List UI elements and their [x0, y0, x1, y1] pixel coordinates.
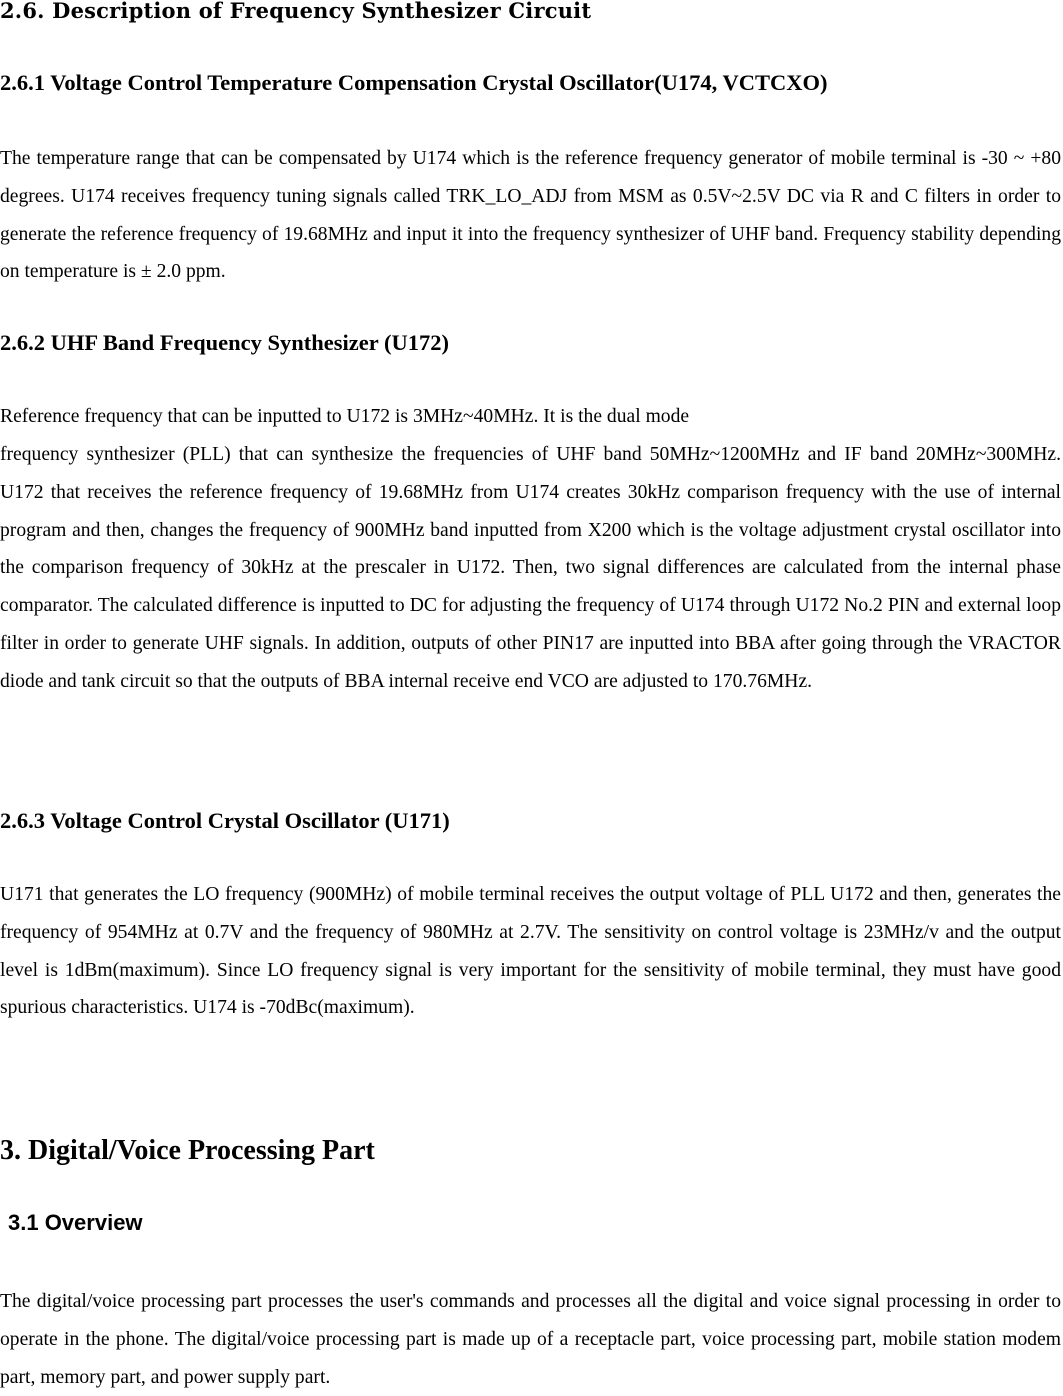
section-2-6-2-paragraph: frequency synthesizer (PLL) that can synthesize the frequencies of UHF band 50MHz~1200MHz and IF band 20MHz~300MHz. U172 that receives the reference frequency of 19.68MHz from U174 creates 30kHz comparison frequency with the use of internal program and then, changes the frequency of 900MHz band inputted from X200 which is the voltage adjustment crystal oscillator into the comparison frequency of 30kHz at the prescaler in U172. Then, two signal differences are calculated from the internal phase comparator. The calculated difference is inputted to DC for adjusting the frequency of U174 through U172 No.2 PIN and external loop filter in order to generate UHF signals. In addition, outputs of other PIN17 are inputted into BBA after going through the VRACTOR diode and tank circuit so that the outputs of BBA internal receive end VCO are adjusted to 170.76MHz.	[0, 444, 1061, 692]
section-2-6-2-intro-line: Reference frequency that can be inputted to U172 is 3MHz~40MHz. It is the dual mode	[0, 406, 690, 427]
section-2-6-2-heading: 2.6.2 UHF Band Frequency Synthesizer (U172)	[0, 330, 449, 355]
section-2-6-heading: 2.6. Description of Frequency Synthesizer Circuit	[0, 0, 592, 23]
section-3-1-heading: 3.1 Overview	[8, 1210, 143, 1235]
section-2-6-1-paragraph: The temperature range that can be compensated by U174 which is the reference frequency generator of mobile terminal is -30 ~ +80 degrees. U174 receives frequency tuning signals called TRK_LO_ADJ from MSM as 0.5V~2.5V DC via R and C filters in order to generate the reference frequency of 19.68MHz and input it into the frequency synthesizer of UHF band. Frequency stability depending on temperature is ± 2.0 ppm.	[0, 148, 1061, 283]
section-3-1-paragraph: The digital/voice processing part processes the user's commands and processes all the digital and voice signal processing in order to operate in the phone. The digital/voice processing part is made up of a receptacle part, voice processing part, mobile station modem part, memory part, and power supply part.	[0, 1291, 1061, 1388]
section-3-heading: 3. Digital/Voice Processing Part	[0, 1135, 375, 1166]
section-2-6-1-heading: 2.6.1 Voltage Control Temperature Compensation Crystal Oscillator(U174, VCTCXO)	[0, 70, 828, 95]
section-2-6-3-heading: 2.6.3 Voltage Control Crystal Oscillator (U171)	[0, 808, 450, 833]
section-2-6-3-paragraph: U171 that generates the LO frequency (900MHz) of mobile terminal receives the output voltage of PLL U172 and then, generates the frequency of 954MHz at 0.7V and the frequency of 980MHz at 2.7V. The sensitivity on control voltage is 23MHz/v and the output level is 1dBm(maximum). Since LO frequency signal is very important for the sensitivity of mobile terminal, they must have good spurious characteristics. U174 is -70dBc(maximum).	[0, 884, 1061, 1019]
